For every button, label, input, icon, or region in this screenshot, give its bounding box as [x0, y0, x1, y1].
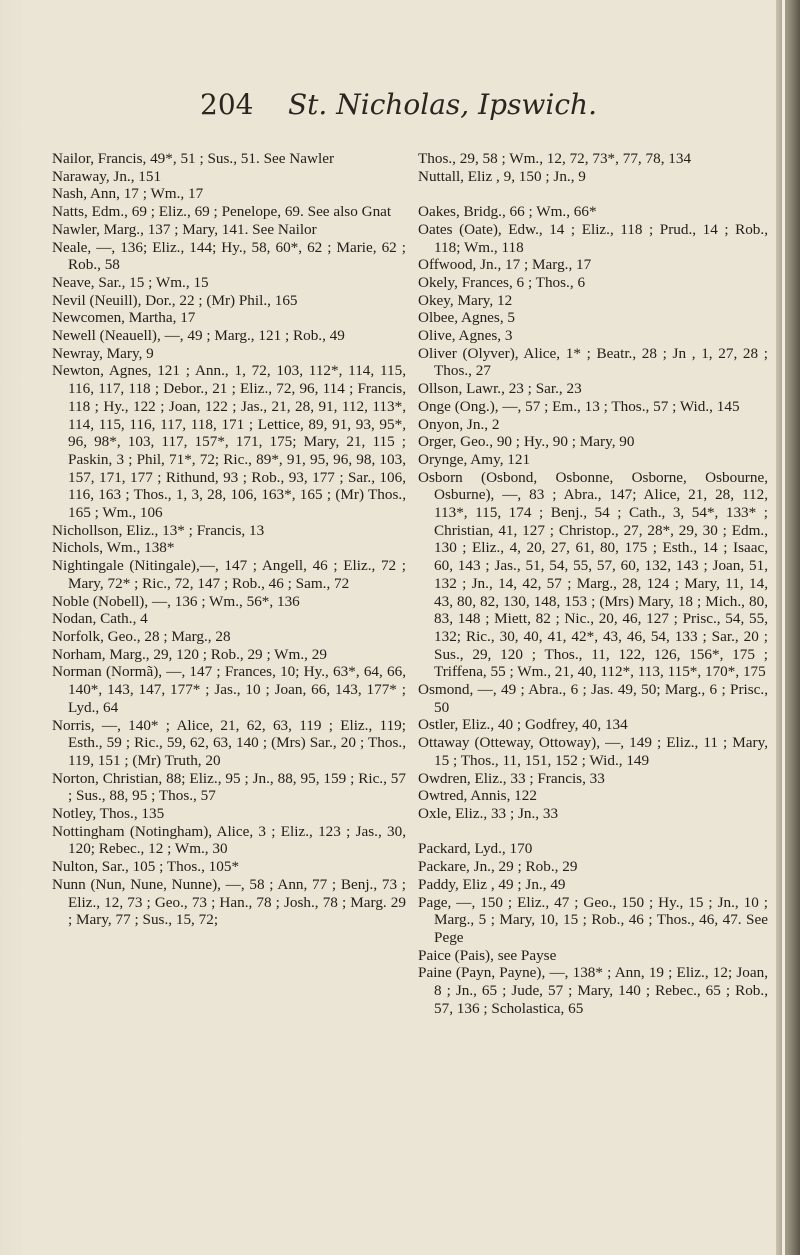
index-entry: Nailor, Francis, 49*, 51 ; Sus., 51. See Nawler	[52, 150, 335, 167]
index-column-right	[418, 150, 768, 1017]
index-entry: Owdren, Eliz., 33 ; Francis, 33	[418, 769, 605, 787]
page-number: 204	[200, 88, 254, 121]
index-entry: Paddy, Eliz , 49 ; Jn., 49	[418, 875, 566, 893]
index-entry: Norman (Normã), —, 147 ; Frances, 10; Hy., 63*, 64, 66, 140*, 143, 147, 177* ; Jas., 10 ; Joan, 66, 143, 177* ; Lyd., 64	[52, 663, 406, 716]
index-entry: Paice (Pais), see Payse	[418, 946, 557, 964]
index-entry: Newcomen, Martha, 17	[52, 309, 196, 327]
index-entry: Natts, Edm., 69 ; Eliz., 69 ; Penelope, 69. See also Gnat	[52, 203, 392, 221]
index-entry: Nash, Ann, 17 ; Wm., 17	[52, 185, 204, 203]
index-entry: Newray, Mary, 9	[52, 344, 154, 362]
edge-highlight	[782, 0, 785, 1255]
page-edge	[776, 0, 800, 1255]
index-entry: Thos., 29, 58 ; Wm., 12, 72, 73*, 77, 78, 134	[418, 150, 692, 167]
index-entry: Osmond, —, 49 ; Abra., 6 ; Jas. 49, 50; Marg., 6 ; Prisc., 50	[418, 681, 768, 716]
index-entry: Newton, Agnes, 121 ; Ann., 1, 72, 103, 112*, 114, 115, 116, 117, 118 ; Debor., 21 ; Eliz., 72, 96, 114 ; Francis, 118 ; Hy., 122 ; Joan, 122 ; Jas., 21, 28, 91, 112, 113*, 114, 115, 116, 117, 118, 171 ; Lettice, 89, 91, 93, 95*, 96, 98*, 103, 117, 157*, 171, 175; Mary, 21, 115 ; Paskin, 3 ; Phil, 71*, 72; Ric., 89*, 91, 95, 96, 98, 103, 157, 171, 177 ; Rithund, 93 ; Rob., 93, 177 ; Sar., 106, 116, 163 ; Thos., 1, 3, 28, 106, 163*, 165 ; (Mr) Thos., 165 ; Wm., 106	[52, 362, 406, 522]
index-entry: Onge (Ong.), —, 57 ; Em., 13 ; Thos., 57 ; Wid., 145	[418, 397, 740, 415]
index-entry: Ostler, Eliz., 40 ; Godfrey, 40, 134	[418, 716, 628, 734]
index-entry: Page, —, 150 ; Eliz., 47 ; Geo., 150 ; Hy., 15 ; Jn., 10 ; Marg., 5 ; Mary, 10, 15 ; Rob., 46 ; Thos., 46, 47. See Pege	[418, 893, 768, 946]
index-entry: Neave, Sar., 15 ; Wm., 15	[52, 273, 209, 291]
index-entry: Naraway, Jn., 151	[52, 167, 162, 185]
index-entry: Okely, Frances, 6 ; Thos., 6	[418, 273, 586, 291]
index-entry: Nottingham (Notingham), Alice, 3 ; Eliz., 123 ; Jas., 30, 120; Rebec., 12 ; Wm., 30	[52, 822, 406, 858]
index-entry: Olbee, Agnes, 5	[418, 309, 516, 327]
index-entry: Oakes, Bridg., 66 ; Wm., 66*	[418, 203, 597, 221]
index-entry: Nulton, Sar., 105 ; Thos., 105*	[52, 858, 240, 876]
index-column-left	[52, 150, 406, 929]
index-entry: Nichollson, Eliz., 13* ; Francis, 13	[52, 521, 265, 539]
index-entry: Notley, Thos., 135	[52, 805, 165, 823]
index-entry: Orger, Geo., 90 ; Hy., 90 ; Mary, 90	[418, 433, 635, 451]
index-entry: Orynge, Amy, 121	[418, 450, 531, 468]
index-entry: Norfolk, Geo., 28 ; Marg., 28	[52, 627, 231, 645]
index-entry: Norham, Marg., 29, 120 ; Rob., 29 ; Wm., 29	[52, 645, 327, 663]
index-entry: Norton, Christian, 88; Eliz., 95 ; Jn., 88, 95, 159 ; Ric., 57 ; Sus., 88, 95 ; Thos., 57	[52, 769, 406, 805]
index-entry: Norris, —, 140* ; Alice, 21, 62, 63, 119 ; Eliz., 119; Esth., 59 ; Ric., 59, 62, 63, 140 ; (Mrs) Sar., 20 ; Thos., 119, 151 ; (Mr) Truth, 20	[52, 716, 406, 769]
index-entry: Packard, Lyd., 170	[418, 840, 533, 858]
index-entry: Packare, Jn., 29 ; Rob., 29	[418, 858, 578, 876]
index-entry: Nawler, Marg., 137 ; Mary, 141. See Nailor	[52, 220, 317, 238]
index-entry: Ollson, Lawr., 23 ; Sar., 23	[418, 380, 582, 398]
index-entry: Owtred, Annis, 122	[418, 787, 537, 805]
index-entry: Paine (Payn, Payne), —, 138* ; Ann, 19 ; Eliz., 12; Joan, 8 ; Jn., 65 ; Jude, 57 ; Mary, 140 ; Rebec., 65 ; Rob., 57, 136 ; Scholastica, 65	[418, 964, 768, 1017]
index-entry: Nuttall, Eliz , 9, 150 ; Jn., 9	[418, 167, 586, 185]
index-entry: Onyon, Jn., 2	[418, 415, 500, 433]
index-entry: Nevil (Neuill), Dor., 22 ; (Mr) Phil., 165	[52, 291, 298, 309]
index-entry: Okey, Mary, 12	[418, 291, 513, 309]
index-entry: Nightingale (Nitingale),—, 147 ; Angell, 46 ; Eliz., 72 ; Mary, 72* ; Ric., 72, 147 ; Rob., 46 ; Sam., 72	[52, 557, 406, 592]
index-entry: Nodan, Cath., 4	[52, 610, 148, 628]
gutter-shadow	[0, 0, 24, 1255]
index-entry: Oliver (Olyver), Alice, 1* ; Beatr., 28 ; Jn , 1, 27, 28 ; Thos., 27	[418, 344, 768, 380]
index-entry: Oates (Oate), Edw., 14 ; Eliz., 118 ; Prud., 14 ; Rob., 118; Wm., 118	[418, 220, 768, 256]
index-entry: Olive, Agnes, 3	[418, 327, 513, 345]
index-entry: Oxle, Eliz., 33 ; Jn., 33	[418, 805, 559, 822]
page-title: St. Nicholas, Ipswich.	[288, 88, 597, 121]
index-entry: Offwood, Jn., 17 ; Marg., 17	[418, 256, 592, 274]
index-entry: Noble (Nobell), —, 136 ; Wm., 56*, 136	[52, 592, 300, 610]
index-entry: Neale, —, 136; Eliz., 144; Hy., 58, 60*, 62 ; Marie, 62 ; Rob., 58	[52, 238, 406, 274]
index-entry: Ottaway (Otteway, Ottoway), —, 149 ; Eliz., 11 ; Mary, 15 ; Thos., 11, 151, 152 ; Wid., 149	[418, 734, 768, 769]
running-head	[200, 88, 620, 122]
index-entry: Nunn (Nun, Nune, Nunne), —, 58 ; Ann, 77 ; Benj., 73 ; Eliz., 12, 73 ; Geo., 73 ; Han., 78 ; Josh., 78 ; Marg. 29 ; Mary, 77 ; Sus., 15, 72;	[52, 875, 406, 929]
index-entry: Newell (Neauell), —, 49 ; Marg., 121 ; Rob., 49	[52, 327, 345, 345]
index-entry: Nichols, Wm., 138*	[52, 539, 175, 557]
index-entry: Osborn (Osbond, Osbonne, Osborne, Osbourne, Osburne), —, 83 ; Abra., 147; Alice, 21, 28, 112, 113*, 115, 174 ; Benj., 54 ; Cath., 3, 54*, 133* ; Christian, 41, 127 ; Christop., 27, 28*, 29, 30 ; Edm., 130 ; Eliz., 4, 20, 27, 61, 80, 175 ; Esth., 14 ; Isaac, 60, 143 ; Jas., 51, 54, 55, 57, 60, 132, 143 ; Joan, 51, 132 ; Jn., 14, 42, 57 ; Marg., 28, 124 ; Mary, 11, 14, 43, 80, 82, 130, 148, 153 ; (Mrs) Mary, 18 ; Mich., 80, 83, 148 ; Miett, 82 ; Nic., 20, 46, 127 ; Prisc., 54, 55, 132; Ric., 30, 40, 41, 42*, 43, 46, 54, 133 ; Sar., 20 ; Sus., 29, 120 ; Thos., 11, 122, 126, 156*, 175 ; Triffena, 55 ; Wm., 21, 40, 112*, 113, 115*, 170*, 175	[418, 468, 768, 681]
